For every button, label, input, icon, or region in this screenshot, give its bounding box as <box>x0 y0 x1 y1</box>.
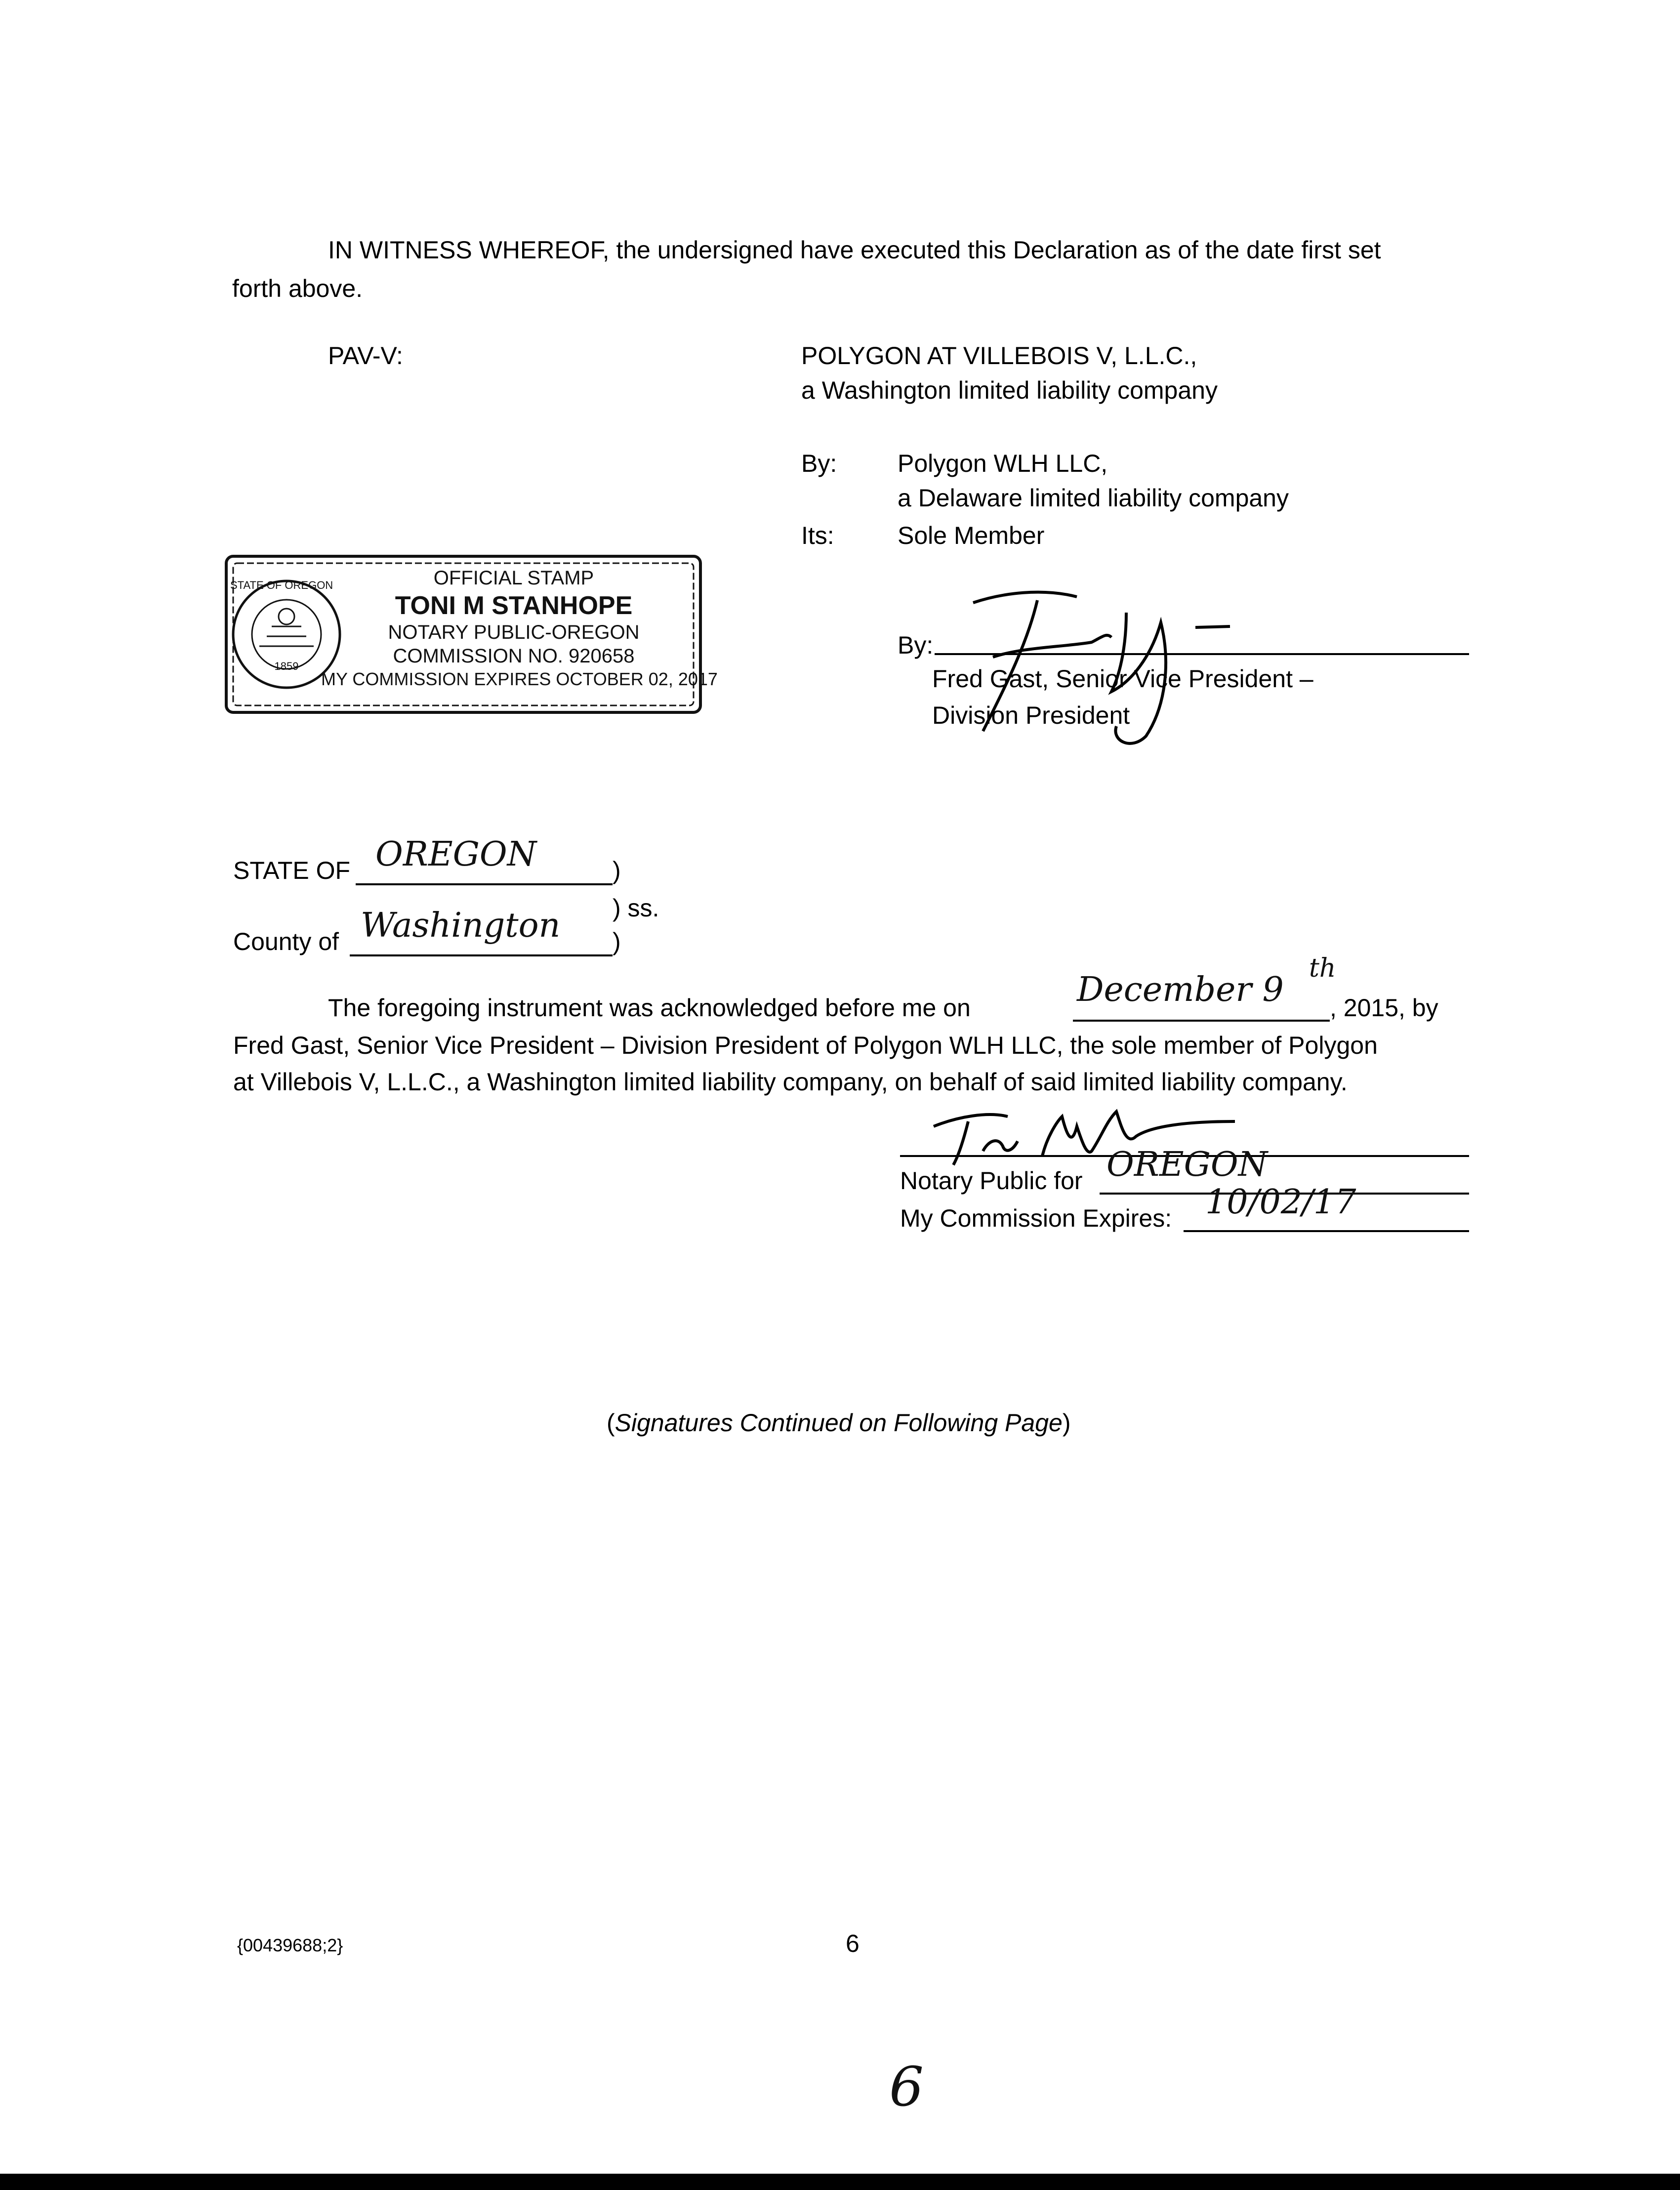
commission-expires-label: My Commission Expires: <box>900 1204 1172 1232</box>
ack-text-before: The foregoing instrument was acknowledged before me on <box>328 994 971 1022</box>
notary-public-for-handwritten: OREGON <box>1106 1145 1268 1184</box>
by-description: a Delaware limited liability company <box>898 484 1289 512</box>
party-label: PAV-V: <box>328 342 403 370</box>
by-label: By: <box>801 450 837 477</box>
continued-text: Signatures Continued on Following Page <box>615 1409 1063 1437</box>
ack-date-suffix-handwritten: th <box>1309 953 1336 983</box>
witness-line-1: IN WITNESS WHEREOF, the undersigned have executed this Declaration as of the date first set <box>328 236 1381 264</box>
state-paren: ) <box>613 857 621 884</box>
handwritten-page-mark: 6 <box>889 2055 924 2118</box>
ack-line-2: Fred Gast, Senior Vice President – Division President of Polygon WLH LLC, the sole member of Polygon <box>233 1032 1378 1059</box>
commission-expires-line <box>1184 1230 1469 1232</box>
page-number: 6 <box>846 1930 860 1957</box>
company-description: a Washington limited liability company <box>801 376 1218 404</box>
ss-label: ) ss. <box>613 894 659 922</box>
company-name: POLYGON AT VILLEBOIS V, L.L.C., <box>801 342 1197 370</box>
ack-date-handwritten: December 9 <box>1077 970 1284 1009</box>
continued-close: ) <box>1062 1409 1071 1437</box>
ack-date-line <box>1073 1020 1330 1022</box>
document-id: {00439688;2} <box>237 1935 343 1955</box>
its-value: Sole Member <box>898 522 1045 549</box>
state-label: STATE OF <box>233 857 351 884</box>
state-handwritten: OREGON <box>375 835 537 874</box>
signature-by-label: By: <box>898 631 934 659</box>
ack-text-after: , 2015, by <box>1330 994 1438 1022</box>
seal-state-text: STATE OF OREGON <box>230 579 333 591</box>
stamp-commission: COMMISSION NO. 920658 <box>393 645 635 667</box>
stamp-expires: MY COMMISSION EXPIRES OCTOBER 02, 2017 <box>321 669 718 689</box>
scan-bottom-border <box>0 2174 1680 2190</box>
commission-expires-handwritten: 10/02/17 <box>1205 1183 1356 1222</box>
notary-public-for-label: Notary Public for <box>900 1167 1083 1195</box>
signature-fred-gast <box>963 583 1260 751</box>
county-label: County of <box>233 928 339 955</box>
continued-open: ( <box>607 1409 615 1437</box>
signer-title: Division President <box>932 702 1130 729</box>
continued-notice <box>607 1404 1070 1442</box>
seal-year-text: 1859 <box>274 660 299 672</box>
ack-line-3: at Villebois V, L.L.C., a Washington limited liability company, on behalf of said limited liability company. <box>233 1068 1348 1096</box>
its-label: Its: <box>801 522 834 549</box>
signer-name: Fred Gast, Senior Vice President – <box>932 665 1313 693</box>
by-value: Polygon WLH LLC, <box>898 450 1108 477</box>
stamp-notary-name: TONI M STANHOPE <box>395 591 633 620</box>
county-paren: ) <box>613 928 621 955</box>
state-line <box>356 883 613 885</box>
stamp-header: OFFICIAL STAMP <box>433 567 594 589</box>
witness-line-2: forth above. <box>232 275 363 302</box>
stamp-title: NOTARY PUBLIC-OREGON <box>388 621 640 643</box>
county-handwritten: Washington <box>361 906 561 945</box>
county-line <box>350 954 613 956</box>
